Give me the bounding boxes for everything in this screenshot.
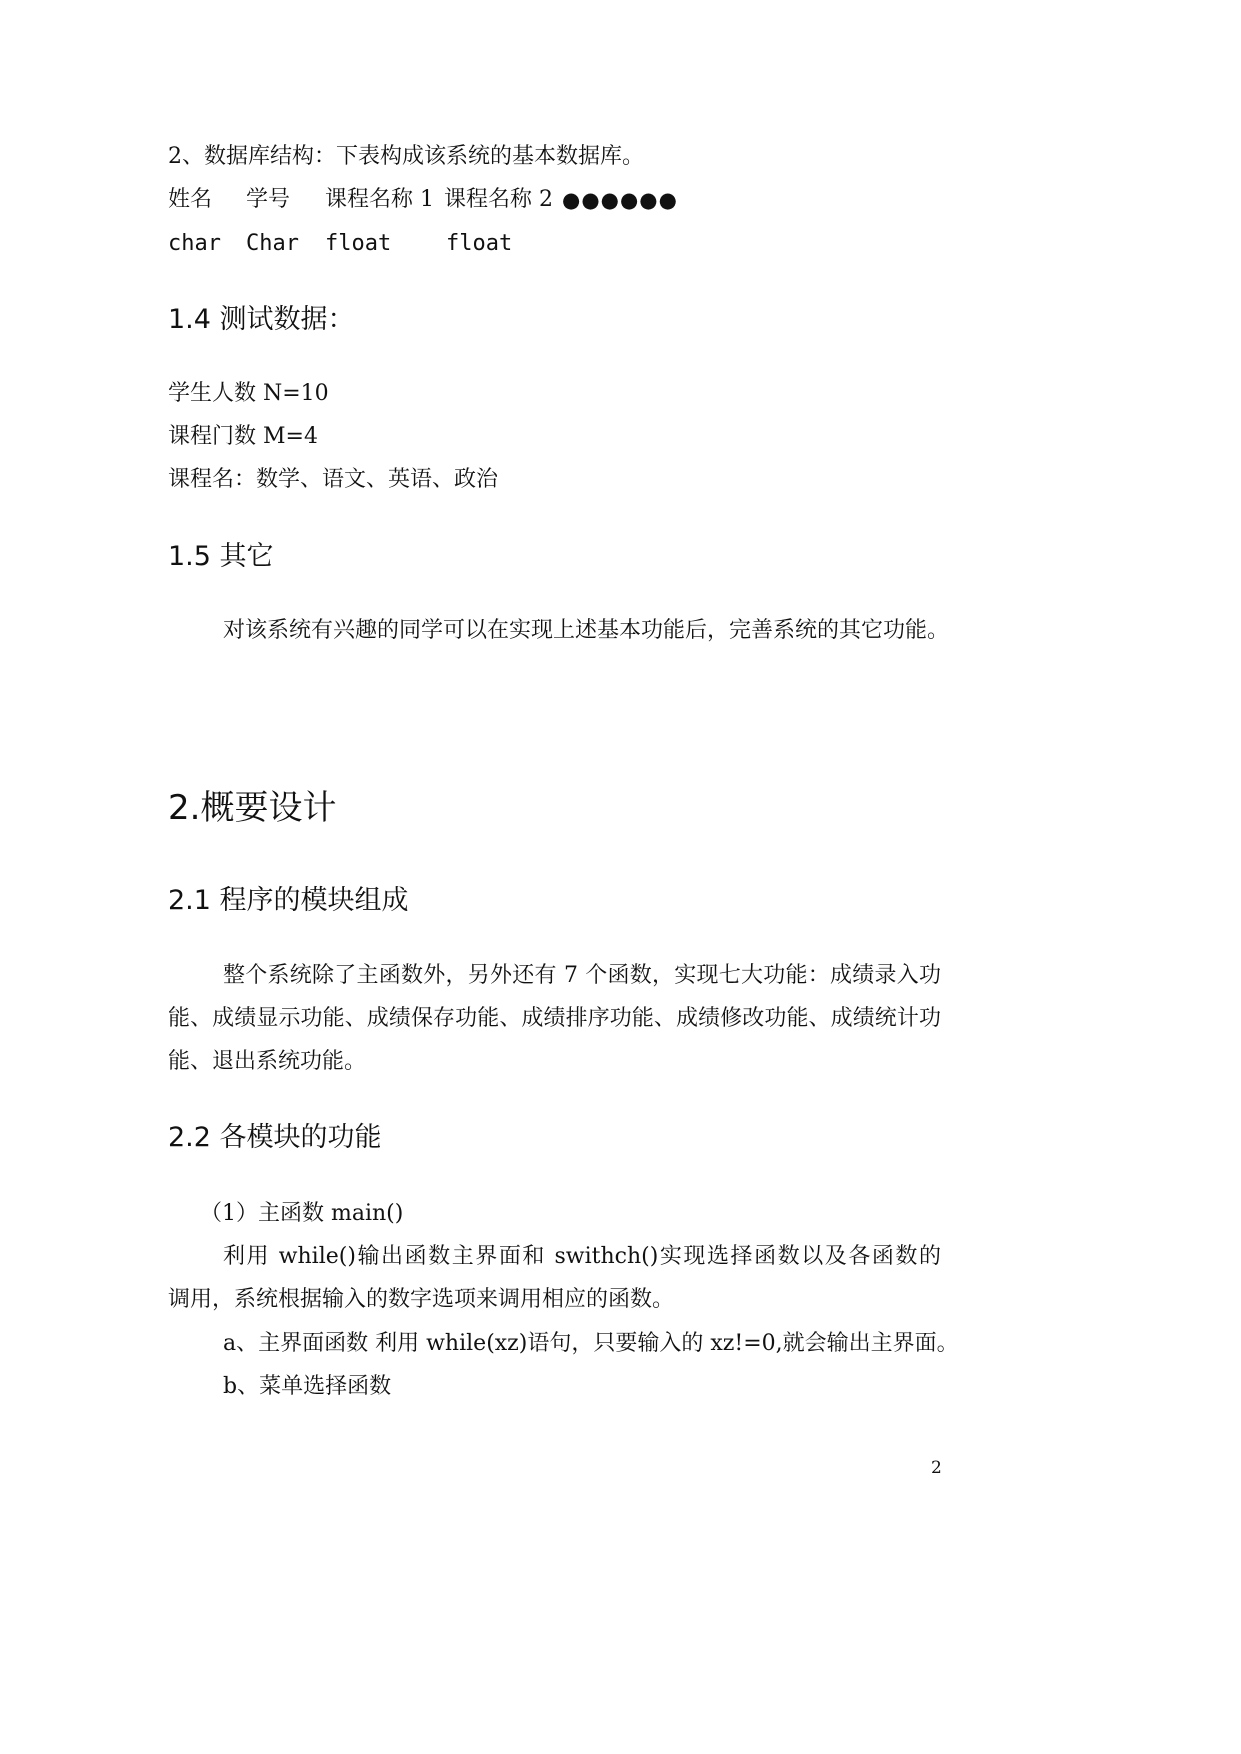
section-1-5-paragraph: 对该系统有兴趣的同学可以在实现上述基本功能后，完善系统的其它功能。 [223,618,950,643]
section-2-1-line-3: 能、退出系统功能。 [168,1049,367,1074]
type-id: Char [246,231,299,256]
col-header-name: 姓名 [168,187,213,212]
heading-2-1: 2.1 程序的模块组成 [168,885,409,916]
menu-select-function-line: b、菜单选择函数 [223,1374,392,1399]
test-course-names: 课程名：数学、语文、英语、政治 [168,467,499,492]
type-course1: float [325,231,392,256]
type-name: char [168,231,221,256]
test-course-count: 课程门数 M=4 [168,424,318,449]
main-ui-function-line: a、主界面函数 利用 while(xz)语句，只要输入的 xz!=0,就会输出主界面。 [223,1331,959,1356]
section-2-1-line-1: 整个系统除了主函数外，另外还有 7 个函数，实现七大功能：成绩录入功 [223,963,941,988]
col-header-more-dots: ●●●●●● [562,188,678,212]
heading-1-5: 1.5 其它 [168,541,274,572]
type-course2: float [446,231,513,256]
heading-2-2: 2.2 各模块的功能 [168,1122,382,1153]
main-function-desc-line-2: 调用，系统根据输入的数字选项来调用相应的函数。 [168,1287,675,1312]
main-function-desc-line-1: 利用 while()输出函数主界面和 swithch()实现选择函数以及各函数的 [223,1244,941,1269]
db-structure-intro: 2、数据库结构：下表构成该系统的基本数据库。 [168,144,644,169]
page-number: 2 [931,1458,942,1478]
col-header-id: 学号 [246,187,291,212]
heading-2: 2.概要设计 [168,788,337,828]
heading-1-4: 1.4 测试数据： [168,304,355,335]
col-header-course2: 课程名称 2 [444,187,553,212]
item-main-function: （1）主函数 main() [200,1201,404,1226]
test-student-count: 学生人数 N=10 [168,381,329,406]
col-header-course1: 课程名称 1 [325,187,434,212]
section-2-1-line-2: 能、成绩显示功能、成绩保存功能、成绩排序功能、成绩修改功能、成绩统计功 [168,1006,941,1031]
